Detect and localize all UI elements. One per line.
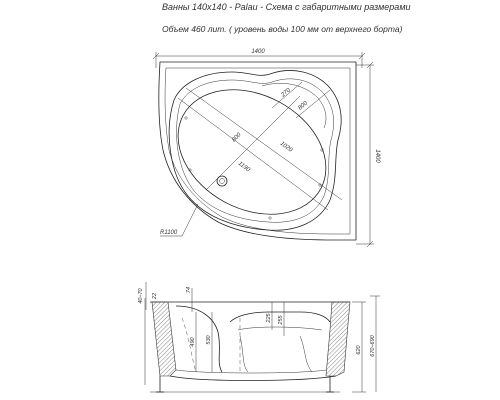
height-dimension xyxy=(356,62,380,247)
drain-inner xyxy=(220,179,225,184)
dim-1190: 1190 xyxy=(236,160,251,174)
left-wall-section xyxy=(152,302,176,376)
section-view xyxy=(138,282,380,392)
radius-label: R1100 xyxy=(160,230,178,236)
inner-basin xyxy=(156,65,347,239)
radius-leader xyxy=(182,204,198,236)
dim-800-a: 800 xyxy=(297,100,309,112)
dim-74: 74 xyxy=(186,286,192,294)
dim-490: 490 xyxy=(190,337,196,347)
dim-270: 270 xyxy=(280,87,292,99)
inner-bottom xyxy=(176,370,326,373)
plan-view xyxy=(153,49,380,247)
dim-total: 670÷690 xyxy=(370,335,376,357)
diagonal-1020 xyxy=(186,88,342,200)
dim-800-b: 800 xyxy=(231,132,243,144)
inner-profile-left xyxy=(176,306,222,372)
seat-contour xyxy=(262,83,326,128)
dim-255: 255 xyxy=(278,315,284,325)
middle-dimensions xyxy=(266,302,284,336)
drain-circle xyxy=(217,176,227,186)
dim-22: 22 xyxy=(152,292,158,300)
seat-front-curve-2 xyxy=(300,336,312,372)
drawing-title: Ванны 140х140 - Palau - Схема с габаритными размерами xyxy=(162,2,411,12)
right-dimensions xyxy=(352,296,380,392)
volume-note: Объем 460 лит. ( уровень воды 100 мм от верхнего борта) xyxy=(162,24,403,34)
jet-markers xyxy=(185,117,323,219)
dim-530: 530 xyxy=(206,335,212,345)
dim-620: 620 xyxy=(356,345,362,355)
width-dim-label: 1400 xyxy=(251,49,265,55)
seat-front-curve xyxy=(240,336,248,372)
dim-1020: 1020 xyxy=(278,140,294,154)
right-wall-section xyxy=(326,302,350,376)
shell-bottom xyxy=(170,376,336,381)
dim-225: 225 xyxy=(266,313,272,323)
diagonal-1190 xyxy=(178,98,328,210)
width-dimension xyxy=(153,49,365,68)
seat-lower xyxy=(238,327,322,330)
dim-rim: 40÷70 xyxy=(138,288,144,304)
left-dimensions xyxy=(138,282,212,372)
height-dim-label: 1400 xyxy=(374,149,380,163)
